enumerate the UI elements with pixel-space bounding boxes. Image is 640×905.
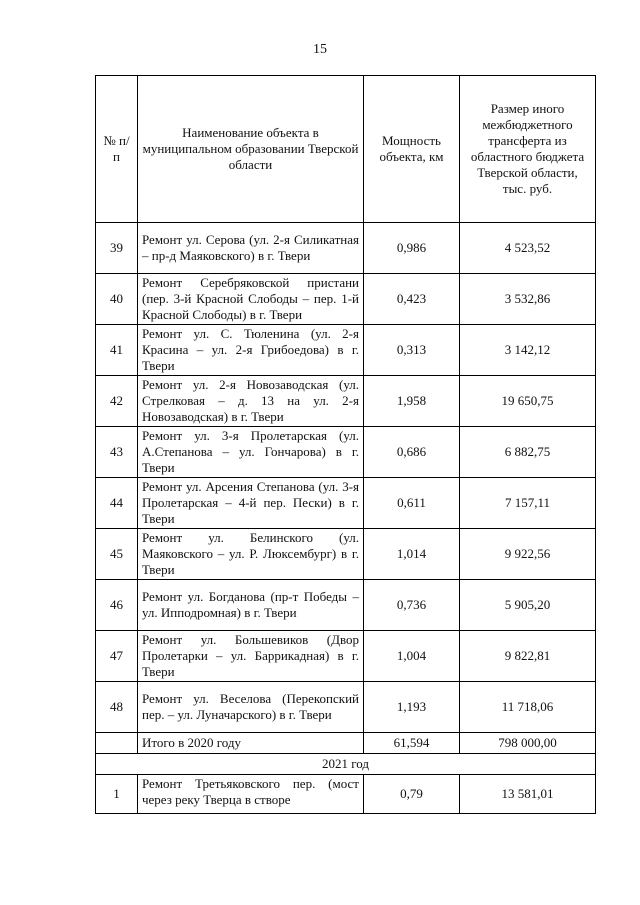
table-row [96,427,596,478]
table-header-row [96,76,596,223]
row-capacity: 0,986 [364,223,460,274]
row-amount: 9 822,81 [460,631,596,682]
row-capacity: 1,193 [364,682,460,733]
row-capacity: 0,313 [364,325,460,376]
row-num: 39 [96,223,138,274]
row-capacity: 0,79 [364,775,460,814]
header-name: Наименование объекта в муниципальном образовании Тверской области [138,76,364,223]
row-capacity: 0,423 [364,274,460,325]
row-num: 46 [96,580,138,631]
transfer-table [95,75,596,814]
row-name: Ремонт Серебряковской пристани (пер. 3-й Красной Слободы – пер. 1-й Красной Слободы) в г. Твери [138,274,364,325]
table-row [96,274,596,325]
row-name-cell [138,775,364,814]
total-label: Итого в 2020 году [138,733,364,754]
row-name: Ремонт ул. Большевиков (Двор Пролетарки – ул. Баррикадная) в г. Твери [138,631,364,682]
table-row [96,325,596,376]
row-num: 47 [96,631,138,682]
row-name: Ремонт ул. 3-я Пролетарская (ул. А.Степанова – ул. Гончарова) в г. Твери [138,427,364,478]
table-row [96,376,596,427]
row-name: Ремонт ул. Белинского (ул. Маяковского – ул. Р. Люксембург) в г. Твери [138,529,364,580]
row-num: 42 [96,376,138,427]
total-num-cell [96,733,138,754]
row-amount: 5 905,20 [460,580,596,631]
year-header: 2021 год [96,754,596,775]
row-amount: 3 532,86 [460,274,596,325]
row-capacity: 0,611 [364,478,460,529]
row-capacity: 1,004 [364,631,460,682]
year-header-row [96,754,596,775]
table-row [96,478,596,529]
table-row [96,631,596,682]
total-capacity: 61,594 [364,733,460,754]
row-capacity: 0,686 [364,427,460,478]
row-amount: 11 718,06 [460,682,596,733]
total-row [96,733,596,754]
row-name: Ремонт ул. 2-я Новозаводская (ул. Стрелковая – д. 13 на ул. 2-я Новозаводская) в г. Твери [138,376,364,427]
table-row [96,682,596,733]
row-name: Ремонт ул. С. Тюленина (ул. 2-я Красина – ул. 2-я Грибоедова) в г. Твери [138,325,364,376]
page-number: 15 [313,42,327,57]
row-name: Ремонт ул. Богданова (пр-т Победы – ул. Ипподромная) в г. Твери [138,580,364,631]
row-name: Ремонт ул. Веселова (Перекопский пер. – ул. Луначарского) в г. Твери [138,682,364,733]
table-row [96,223,596,274]
row-num: 45 [96,529,138,580]
row-amount: 7 157,11 [460,478,596,529]
row-name: Ремонт Третьяковского пер. (мост через реку Тверца в створе [142,776,359,807]
header-amount: Размер иного межбюджетного трансферта из областного бюджета Тверской области, тыс. руб. [460,76,596,223]
header-num: № п/п [96,76,138,223]
total-amount: 798 000,00 [460,733,596,754]
row-amount: 19 650,75 [460,376,596,427]
table-row [96,775,596,814]
row-amount: 4 523,52 [460,223,596,274]
row-capacity: 1,014 [364,529,460,580]
row-amount: 13 581,01 [460,775,596,814]
header-capacity: Мощность объекта, км [364,76,460,223]
row-num: 41 [96,325,138,376]
table-row [96,529,596,580]
row-num: 1 [96,775,138,814]
row-capacity: 1,958 [364,376,460,427]
row-amount: 6 882,75 [460,427,596,478]
row-num: 43 [96,427,138,478]
row-name: Ремонт ул. Арсения Степанова (ул. 3-я Пролетарская – 4-й пер. Пески) в г. Твери [138,478,364,529]
table-row [96,580,596,631]
row-num: 40 [96,274,138,325]
row-num: 48 [96,682,138,733]
row-name: Ремонт ул. Серова (ул. 2-я Силикатная – пр-д Маяковского) в г. Твери [138,223,364,274]
row-num: 44 [96,478,138,529]
row-capacity: 0,736 [364,580,460,631]
row-amount: 3 142,12 [460,325,596,376]
row-amount: 9 922,56 [460,529,596,580]
